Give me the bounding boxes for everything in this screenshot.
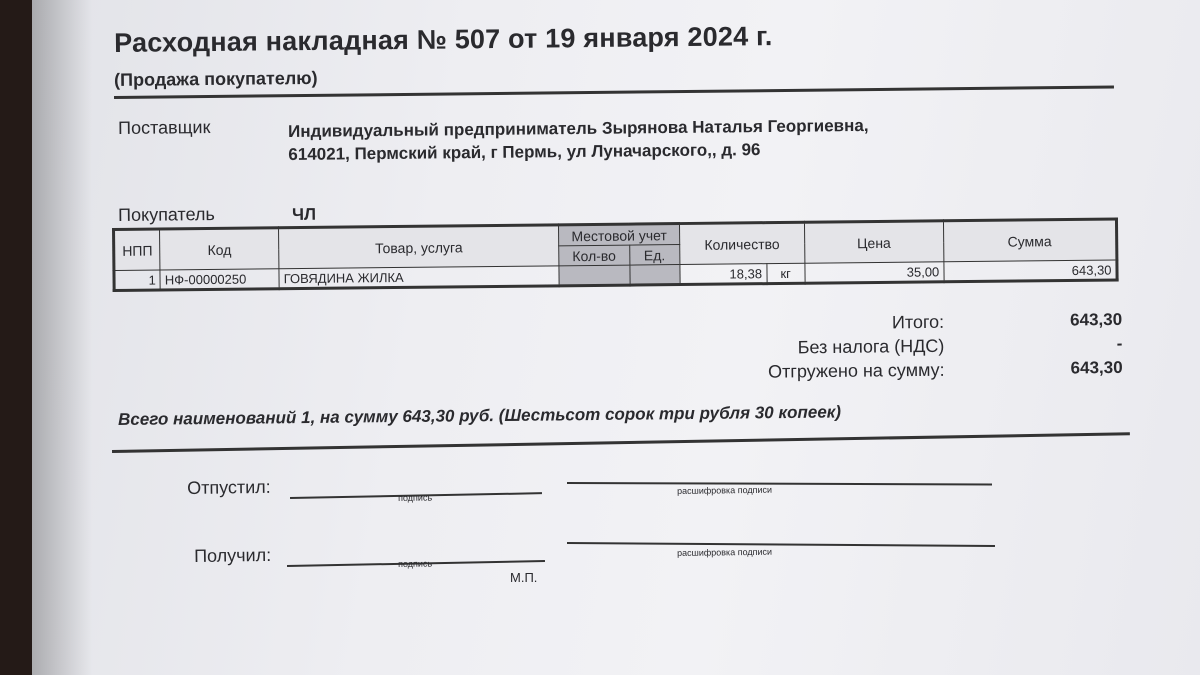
col-item: Товар, услуга xyxy=(279,225,559,269)
cell-qty: 18,38 xyxy=(680,264,767,285)
cell-item: ГОВЯДИНА ЖИЛКА xyxy=(279,266,559,289)
cell-sum: 643,30 xyxy=(944,260,1117,282)
summary-text: Всего наименований 1, на сумму 643,30 руб. (Шестьсот сорок три рубля 30 копеек) xyxy=(118,402,842,429)
invoice-subtitle: (Продажа покупателю) xyxy=(114,67,318,90)
stamp-place: М.П. xyxy=(510,570,538,585)
released-decode-line xyxy=(567,482,992,485)
cell-unit: кг xyxy=(766,263,804,283)
buyer-value: ЧЛ xyxy=(292,204,317,224)
totals-block xyxy=(732,308,1123,384)
released-sign-caption: подпись xyxy=(398,492,433,503)
col-npp: НПП xyxy=(114,229,161,270)
received-decode-line xyxy=(567,542,995,546)
cell-local-unit xyxy=(629,265,680,286)
paper-edge-shadow xyxy=(32,0,92,675)
released-label: Отпустил: xyxy=(187,476,271,498)
received-label: Получил: xyxy=(194,544,272,566)
supplier-label: Поставщик xyxy=(118,117,211,138)
col-local: Местовой учет xyxy=(559,224,680,246)
buyer-label: Покупатель xyxy=(118,203,215,225)
supplier-value: Индивидуальный предприниматель Зырянова Наталья Георгиевна, 614021, Пермский край, г Пермь, ул Луначарского,, д. 96 xyxy=(288,115,869,164)
goods-table xyxy=(112,217,1119,292)
col-local-unit: Ед. xyxy=(629,245,680,266)
released-decode-caption: расшифровка подписи xyxy=(677,484,773,496)
col-qty: Количество xyxy=(679,222,804,264)
cell-npp: 1 xyxy=(114,270,161,290)
received-decode-caption: расшифровка подписи xyxy=(677,546,773,558)
total-value: 643,30 xyxy=(1070,309,1123,330)
shipped-value: 643,30 xyxy=(1070,357,1123,378)
cell-local-qty xyxy=(559,265,630,286)
vat-value: - xyxy=(1116,333,1123,353)
col-price: Цена xyxy=(804,221,943,263)
shipped-row xyxy=(733,356,1123,384)
col-local-qty: Кол-во xyxy=(559,245,630,266)
invoice-paper xyxy=(32,0,1200,675)
shipped-label: Отгружено на сумму: xyxy=(767,359,945,382)
received-sign-caption: подпись xyxy=(398,558,433,569)
total-label: Итого: xyxy=(891,311,945,332)
col-sum: Сумма xyxy=(943,219,1117,262)
cell-code: НФ-00000250 xyxy=(160,269,279,290)
col-code: Код xyxy=(160,228,279,270)
invoice-title: Расходная накладная № 507 от 19 января 2024 г. xyxy=(114,21,773,58)
summary-divider xyxy=(112,432,1130,453)
cell-price: 35,00 xyxy=(805,262,944,283)
vat-label: Без налога (НДС) xyxy=(797,335,945,357)
